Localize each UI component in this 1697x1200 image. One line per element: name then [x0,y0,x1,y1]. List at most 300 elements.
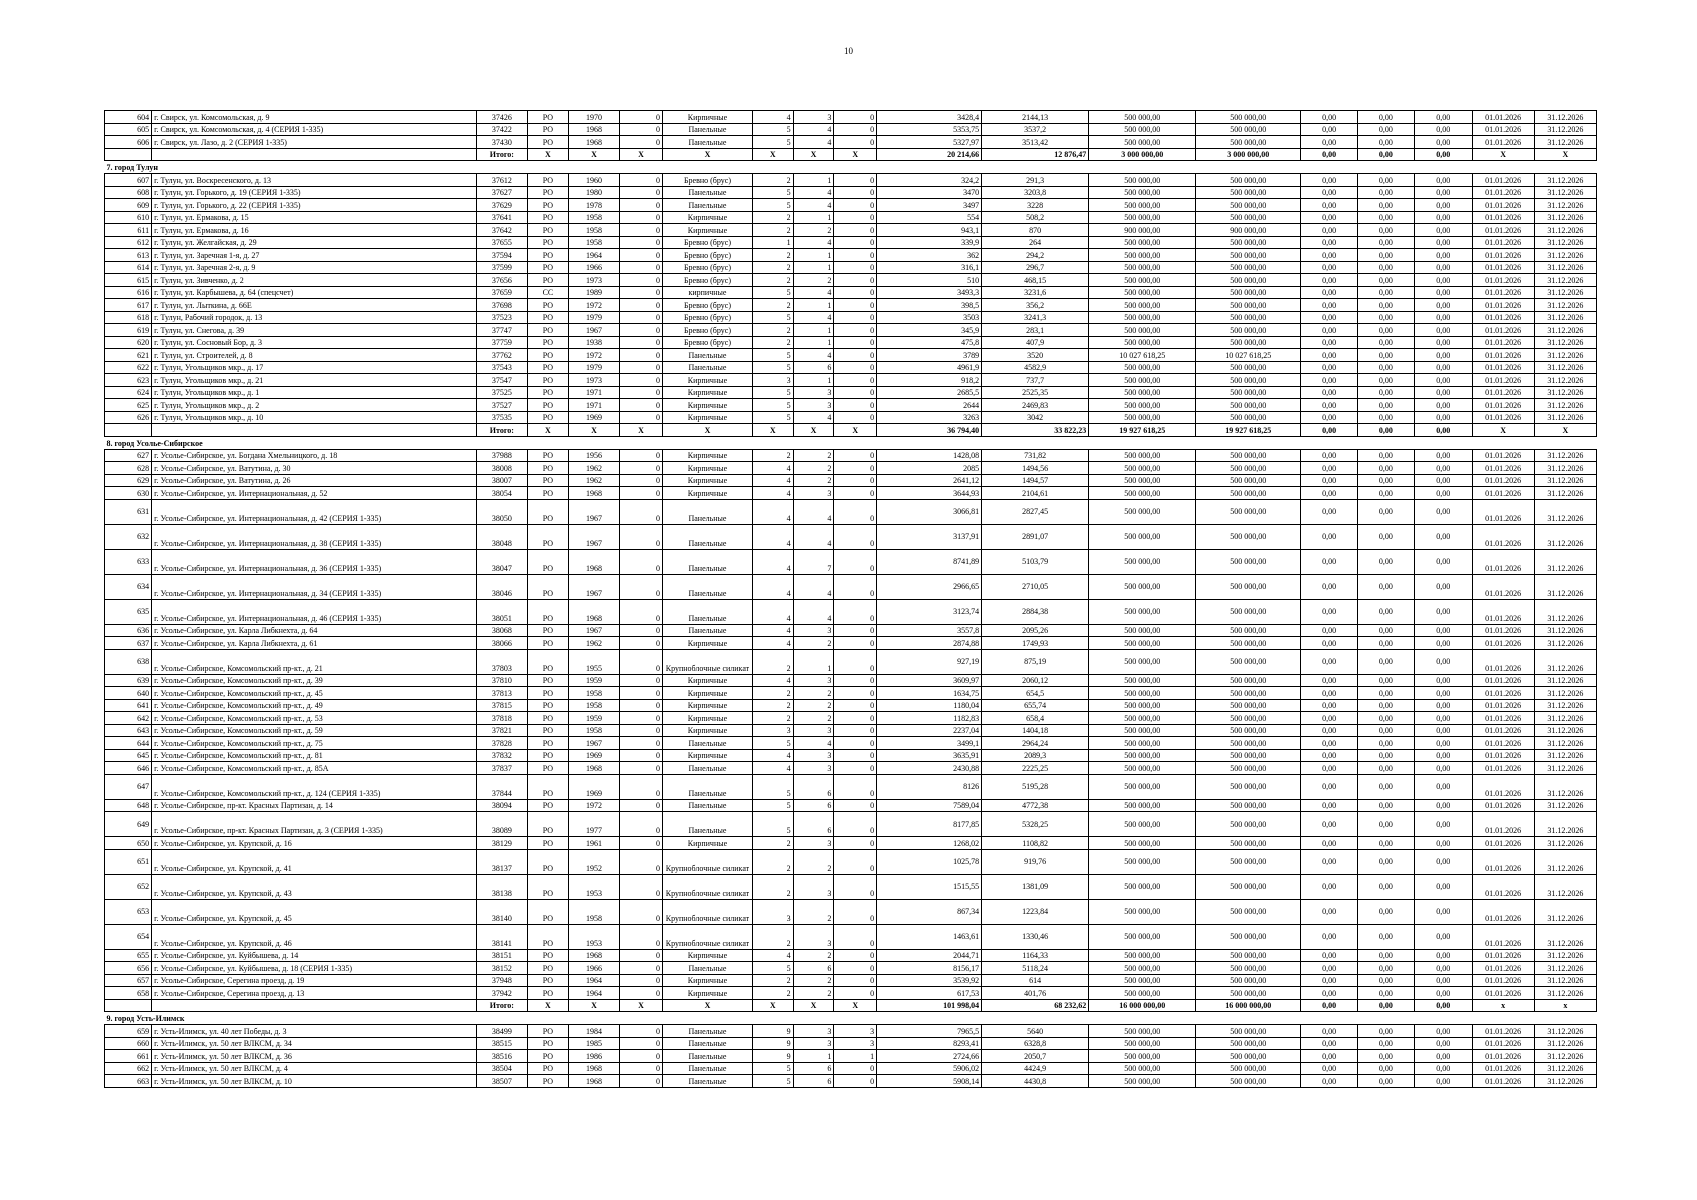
build-year: 1953 [568,874,619,899]
floors: 2 [752,924,793,949]
fund-type: РО [528,774,569,799]
total-value: 0,00 [1414,424,1472,437]
living-area: 2060,12 [982,674,1089,687]
wall-material: Крупноблочные силикат [662,899,752,924]
address: г. Тулун, ул. Сосновый Бор, д. 3 [152,336,477,349]
address: г. Тулун, ул. Заречная 1-я, д. 27 [152,249,477,262]
elevators: 0 [834,874,877,899]
entrances: 3 [793,487,834,500]
total-area: 918,2 [877,374,982,387]
total-row [105,999,1597,1012]
row-number: 661 [105,1050,152,1063]
build-year: 1956 [568,449,619,462]
house-id: 37656 [476,274,527,287]
living-area: 2964,24 [982,737,1089,750]
start-date: 01.01.2026 [1472,499,1534,524]
value-cell: 0,00 [1414,674,1472,687]
floors: 2 [752,699,793,712]
row-number: 620 [105,336,152,349]
address: г. Усолье-Сибирское, Комсомольский пр-кт., д. 75 [152,737,477,750]
wall-material: Крупноблочные силикат [662,649,752,674]
fund-type: РО [528,399,569,412]
elevators: 0 [834,487,877,500]
wall-material: Панельные [662,349,752,362]
x-mark: x [1534,999,1596,1012]
value-cell: 0,00 [1358,1037,1415,1050]
floors: 5 [752,1075,793,1088]
entrances: 7 [793,549,834,574]
build-year: 1968 [568,762,619,775]
elevators: 3 [834,1025,877,1038]
regional-fund-cost: 500 000,00 [1196,136,1301,149]
fund-type: РО [528,449,569,462]
value-cell: 0,00 [1301,974,1358,987]
section-title: 9. город Усть-Илимск [106,1014,185,1023]
living-area: 3241,3 [982,311,1089,324]
house-id: 37641 [476,211,527,224]
regional-fund-cost: 500 000,00 [1196,699,1301,712]
build-year: 1968 [568,1075,619,1088]
x-mark: X [568,999,619,1012]
floors: 9 [752,1037,793,1050]
end-date: 31.12.2026 [1534,174,1596,187]
table-row [105,774,1597,799]
value-cell: 0,00 [1358,249,1415,262]
table-row [105,411,1597,424]
entrances: 2 [793,449,834,462]
elevators: 0 [834,399,877,412]
fund-type: РО [528,737,569,750]
value-cell: 0,00 [1358,236,1415,249]
start-date: 01.01.2026 [1472,799,1534,812]
address: г. Усолье-Сибирское, ул. Интернациональная, д. 52 [152,487,477,500]
x-mark: X [752,148,793,161]
work-cost: 500 000,00 [1089,1062,1196,1075]
fund-type: РО [528,211,569,224]
work-cost: 500 000,00 [1089,637,1196,650]
end-date: 31.12.2026 [1534,186,1596,199]
value-cell: 0,00 [1414,899,1472,924]
total-area: 101 998,04 [877,999,982,1012]
address: г. Усолье-Сибирское, ул. Куйбышева, д. 18 (СЕРИЯ 1-335) [152,962,477,975]
value-cell: 0 [620,386,663,399]
elevators: 1 [834,1050,877,1063]
work-cost: 500 000,00 [1089,274,1196,287]
entrances: 1 [793,299,834,312]
work-cost: 500 000,00 [1089,674,1196,687]
x-mark: X [528,148,569,161]
value-cell: 0,00 [1301,812,1358,837]
total-value: 0,00 [1301,424,1358,437]
address: г. Свирск, ул. Комсомольская, д. 4 (СЕРИЯ 1-335) [152,123,477,136]
end-date: 31.12.2026 [1534,699,1596,712]
table-row [105,123,1597,136]
value-cell: 0,00 [1358,762,1415,775]
entrances: 2 [793,462,834,475]
build-year: 1980 [568,186,619,199]
total-area: 1634,75 [877,687,982,700]
total-area: 8156,17 [877,962,982,975]
value-cell: 0,00 [1414,186,1472,199]
total-label: Итого: [476,424,527,437]
total-area: 2874,88 [877,637,982,650]
work-cost: 500 000,00 [1089,186,1196,199]
x-mark: X [528,999,569,1012]
table-row [105,1025,1597,1038]
living-area: 658,4 [982,712,1089,725]
end-date: 31.12.2026 [1534,199,1596,212]
address: г. Усолье-Сибирское, Комсомольский пр-кт., д. 49 [152,699,477,712]
end-date: 31.12.2026 [1534,1050,1596,1063]
value-cell: 0,00 [1301,712,1358,725]
build-year: 1967 [568,524,619,549]
total-area: 3644,93 [877,487,982,500]
elevators: 0 [834,474,877,487]
value-cell: 0,00 [1358,962,1415,975]
end-date: 31.12.2026 [1534,136,1596,149]
floors: 2 [752,874,793,899]
regional-fund-cost: 500 000,00 [1196,374,1301,387]
floors: 5 [752,737,793,750]
entrances: 1 [793,374,834,387]
value-cell: 0,00 [1414,762,1472,775]
start-date: 01.01.2026 [1472,749,1534,762]
house-id: 37942 [476,987,527,1000]
fund-type: РО [528,987,569,1000]
value-cell: 0,00 [1301,524,1358,549]
build-year: 1978 [568,199,619,212]
build-year: 1958 [568,899,619,924]
work-cost: 500 000,00 [1089,749,1196,762]
entrances: 2 [793,274,834,287]
work-cost: 500 000,00 [1089,649,1196,674]
wall-material: Кирпичные [662,749,752,762]
address: г. Усолье-Сибирское, пр-кт. Красных Партизан, д. 14 [152,799,477,812]
value-cell: 0,00 [1414,1025,1472,1038]
floors: 5 [752,286,793,299]
address: г. Усолье-Сибирское, ул. Крупской, д. 45 [152,899,477,924]
elevators: 0 [834,462,877,475]
row-number: 628 [105,462,152,475]
elevators: 0 [834,374,877,387]
floors: 5 [752,123,793,136]
house-id: 37818 [476,712,527,725]
total-area: 36 794,40 [877,424,982,437]
entrances: 2 [793,899,834,924]
fund-type: РО [528,649,569,674]
house-id: 37988 [476,449,527,462]
house-id: 37821 [476,724,527,737]
floors: 3 [752,724,793,737]
house-id: 37759 [476,336,527,349]
value-cell: 0,00 [1414,261,1472,274]
regional-fund-cost: 500 000,00 [1196,449,1301,462]
house-id: 38008 [476,462,527,475]
value-cell: 0,00 [1301,261,1358,274]
floors: 2 [752,987,793,1000]
fund-type: РО [528,236,569,249]
table-row [105,799,1597,812]
row-number: 643 [105,724,152,737]
build-year: 1979 [568,311,619,324]
work-cost: 500 000,00 [1089,336,1196,349]
start-date: 01.01.2026 [1472,974,1534,987]
floors: 2 [752,974,793,987]
total-area: 345,9 [877,324,982,337]
regional-fund-cost: 500 000,00 [1196,812,1301,837]
total-area: 8177,85 [877,812,982,837]
total-value: 0,00 [1358,999,1415,1012]
entrances: 1 [793,1050,834,1063]
row-number: 640 [105,687,152,700]
regional-fund-cost: 500 000,00 [1196,1050,1301,1063]
row-number: 629 [105,474,152,487]
value-cell: 0,00 [1358,924,1415,949]
living-area: 875,19 [982,649,1089,674]
fund-type: РО [528,111,569,124]
entrances: 2 [793,712,834,725]
table-row [105,499,1597,524]
fund-type: РО [528,674,569,687]
work-cost: 500 000,00 [1089,949,1196,962]
end-date: 31.12.2026 [1534,774,1596,799]
build-year: 1959 [568,712,619,725]
living-area: 5103,79 [982,549,1089,574]
elevators: 0 [834,649,877,674]
wall-material: Панельные [662,136,752,149]
row-number: 645 [105,749,152,762]
start-date: 01.01.2026 [1472,874,1534,899]
address: г. Усолье-Сибирское, ул. Карла Либкнехта, д. 64 [152,624,477,637]
house-id: 37527 [476,399,527,412]
house-id: 38054 [476,487,527,500]
value-cell: 0,00 [1301,136,1358,149]
work-cost: 500 000,00 [1089,974,1196,987]
row-number: 637 [105,637,152,650]
total-area: 1180,04 [877,699,982,712]
entrances: 1 [793,336,834,349]
wall-material: Панельные [662,123,752,136]
address: г. Тулун, ул. Горького, д. 22 (СЕРИЯ 1-335) [152,199,477,212]
end-date: 31.12.2026 [1534,224,1596,237]
x-mark: X [620,424,663,437]
entrances: 4 [793,186,834,199]
total-area: 867,34 [877,899,982,924]
start-date: 01.01.2026 [1472,649,1534,674]
fund-type: РО [528,1025,569,1038]
total-living-area: 68 232,62 [982,999,1089,1012]
end-date: 31.12.2026 [1534,1037,1596,1050]
value-cell: 0,00 [1301,462,1358,475]
total-area: 324,2 [877,174,982,187]
total-row [105,148,1597,161]
wall-material: Панельные [662,962,752,975]
start-date: 01.01.2026 [1472,111,1534,124]
address: г. Усть-Илимск, ул. 50 лет ВЛКСМ, д. 10 [152,1075,477,1088]
wall-material: Кирпичные [662,411,752,424]
build-year: 1968 [568,599,619,624]
table-row [105,349,1597,362]
value-cell: 0,00 [1301,962,1358,975]
floors: 5 [752,386,793,399]
fund-type: РО [528,123,569,136]
page-number: 10 [844,46,853,56]
value-cell: 0,00 [1414,336,1472,349]
address: г. Тулун, ул. Ермакова, д. 15 [152,211,477,224]
living-area: 407,9 [982,336,1089,349]
total-area: 1182,83 [877,712,982,725]
table-row [105,374,1597,387]
floors: 2 [752,687,793,700]
value-cell: 0,00 [1301,386,1358,399]
entrances: 2 [793,987,834,1000]
fund-type: РО [528,186,569,199]
work-cost: 500 000,00 [1089,411,1196,424]
regional-fund-cost: 500 000,00 [1196,274,1301,287]
total-area: 3557,8 [877,624,982,637]
work-cost: 500 000,00 [1089,1025,1196,1038]
elevators: 0 [834,837,877,850]
value-cell: 0,00 [1301,186,1358,199]
fund-type: РО [528,599,569,624]
work-cost: 500 000,00 [1089,687,1196,700]
end-date: 31.12.2026 [1534,549,1596,574]
value-cell: 0,00 [1414,524,1472,549]
total-area: 1268,02 [877,837,982,850]
table-row [105,599,1597,624]
house-id: 37547 [476,374,527,387]
end-date: 31.12.2026 [1534,837,1596,850]
address: г. Тулун, Угольщиков мкр., д. 17 [152,361,477,374]
x-mark: X [528,424,569,437]
wall-material: Панельные [662,499,752,524]
value-cell: 0,00 [1301,649,1358,674]
value-cell: 0,00 [1358,599,1415,624]
floors: 4 [752,762,793,775]
floors: 4 [752,674,793,687]
living-area: 2525,35 [982,386,1089,399]
start-date: 01.01.2026 [1472,474,1534,487]
house-id: 37832 [476,749,527,762]
regional-fund-cost: 500 000,00 [1196,186,1301,199]
table-row [105,899,1597,924]
address: г. Усолье-Сибирское, Комсомольский пр-кт., д. 59 [152,724,477,737]
elevators: 0 [834,336,877,349]
address: г. Усолье-Сибирское, Комсомольский пр-кт., д. 53 [152,712,477,725]
value-cell: 0,00 [1358,849,1415,874]
value-cell: 0,00 [1414,649,1472,674]
start-date: 01.01.2026 [1472,274,1534,287]
address: г. Усолье-Сибирское, ул. Крупской, д. 43 [152,874,477,899]
entrances: 2 [793,949,834,962]
elevators: 0 [834,199,877,212]
housing-registry-table [104,110,1597,1088]
elevators: 0 [834,349,877,362]
start-date: 01.01.2026 [1472,599,1534,624]
house-id: 38051 [476,599,527,624]
value-cell: 0,00 [1414,987,1472,1000]
entrances: 6 [793,1075,834,1088]
regional-fund-cost: 500 000,00 [1196,524,1301,549]
end-date: 31.12.2026 [1534,987,1596,1000]
address: г. Усолье-Сибирское, Серегина проезд, д. 13 [152,987,477,1000]
work-cost: 500 000,00 [1089,849,1196,874]
floors: 3 [752,899,793,924]
build-year: 1962 [568,474,619,487]
regional-fund-cost: 500 000,00 [1196,487,1301,500]
address: г. Тулун, ул. Ермакова, д. 16 [152,224,477,237]
value-cell: 0,00 [1358,349,1415,362]
regional-fund-cost: 500 000,00 [1196,286,1301,299]
start-date: 01.01.2026 [1472,1025,1534,1038]
floors: 4 [752,574,793,599]
regional-fund-cost: 500 000,00 [1196,837,1301,850]
value-cell: 0 [620,274,663,287]
end-date: 31.12.2026 [1534,574,1596,599]
floors: 5 [752,199,793,212]
regional-fund-cost: 500 000,00 [1196,174,1301,187]
living-area: 5328,25 [982,812,1089,837]
row-number: 618 [105,311,152,324]
build-year: 1967 [568,737,619,750]
start-date: 01.01.2026 [1472,386,1534,399]
table-row [105,699,1597,712]
wall-material: Кирпичные [662,224,752,237]
regional-fund-cost: 900 000,00 [1196,224,1301,237]
start-date: 01.01.2026 [1472,699,1534,712]
living-area: 264 [982,236,1089,249]
fund-type: РО [528,299,569,312]
entrances: 1 [793,324,834,337]
row-number: 631 [105,499,152,524]
value-cell: 0,00 [1414,286,1472,299]
start-date: 01.01.2026 [1472,399,1534,412]
row-number: 633 [105,549,152,574]
x-mark: X [834,999,877,1012]
work-cost: 500 000,00 [1089,211,1196,224]
work-cost: 500 000,00 [1089,386,1196,399]
wall-material: Бревно (брус) [662,174,752,187]
value-cell: 0 [620,299,663,312]
floors: 2 [752,211,793,224]
total-area: 3123,74 [877,599,982,624]
living-area: 6328,8 [982,1037,1089,1050]
elevators: 0 [834,637,877,650]
fund-type: РО [528,712,569,725]
living-area: 508,2 [982,211,1089,224]
address: г. Усолье-Сибирское, ул. Интернациональная, д. 42 (СЕРИЯ 1-335) [152,499,477,524]
row-number: 605 [105,123,152,136]
living-area: 2891,07 [982,524,1089,549]
value-cell: 0 [620,687,663,700]
total-cost-regional: 16 000 000,00 [1196,999,1301,1012]
entrances: 4 [793,199,834,212]
house-id: 38137 [476,849,527,874]
fund-type: РО [528,336,569,349]
end-date: 31.12.2026 [1534,624,1596,637]
living-area: 3537,2 [982,123,1089,136]
start-date: 01.01.2026 [1472,299,1534,312]
total-area: 362 [877,249,982,262]
floors: 5 [752,1062,793,1075]
start-date: 01.01.2026 [1472,849,1534,874]
table-row [105,311,1597,324]
total-area: 8741,89 [877,549,982,574]
total-value: 0,00 [1414,148,1472,161]
elevators: 0 [834,123,877,136]
row-number: 644 [105,737,152,750]
value-cell: 0,00 [1301,249,1358,262]
